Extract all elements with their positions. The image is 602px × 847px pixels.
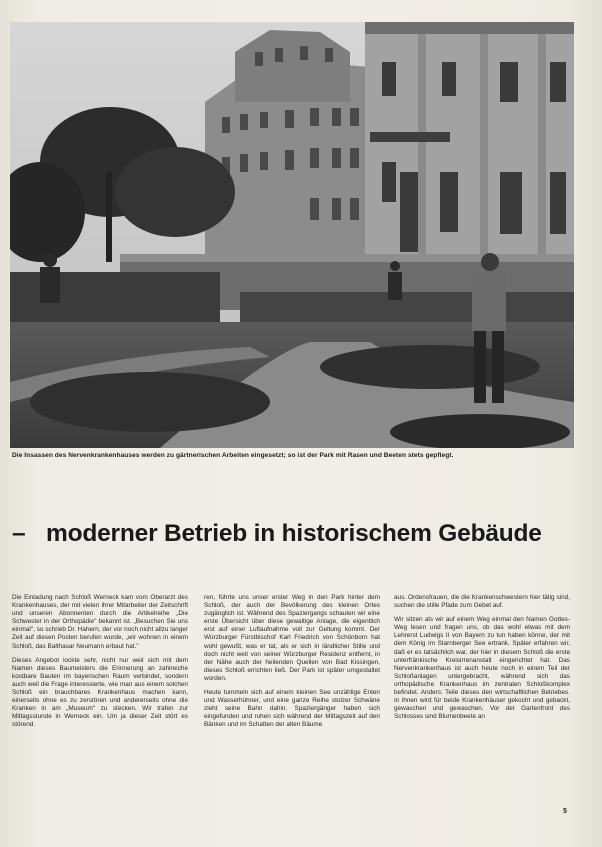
paragraph: Heute tummeln sich auf einem kleinen See unzählige Enten und Wasserhühner, und eine ganze Reihe stolzer Schwäne zieht seine Bahn dahin. Spaziergänger haben sich eingefunden und ruhen sich während der Mittagszeit auf den Bänken und im Schatten der alten Bäume xyxy=(204,689,380,729)
paragraph: Wir sitzen als wir auf einem Weg einmal den Namen Gottes-Weg lesen und fragen uns, ob das wohl etwas mit dem Lehrerst Ludwigs II von Bayern zu tun haben könne, der mit dem König im Starnberger See ertrank. Später erfahren wir, daß er es tatsächlich war, der hier in diesem Schloß die erste unterfränkische Kreisirrenanstalt eingerichtet hat. Das Nervenkrankenhaus ist auch heute noch in einem Teil der Schloßanlagen untergebracht, während sich das orthopädische Krankenhaus im zentralen Schloßkomplex befindet. Anders: Teile dieses den wirtschaftlichen Betriebes. In ihnen wird für beide Krankenhäuser gekocht und gebackt, gewaschen und gewaschen. Vor der Gartenfront des Schlosses sind Blumenbeete an xyxy=(394,616,570,721)
headline-dash: – xyxy=(12,520,26,547)
photo-caption: Die Insassen des Nervenkrankenhauses werden zu gärtnerischen Arbeiten eingesetzt; so ist der Park mit Rasen und Beeten stets gepflegt. xyxy=(12,452,454,459)
paragraph: aus. Ordensfrauen, die die Krankenschwestern hier tätig sind, suchen die stille Pfade zum Gebet auf. xyxy=(394,594,570,610)
paragraph: Dieses Angebot lockte sehr, nicht nur weil sich mit dem Namen dieses Baumeisters die Erinnerung an zahlreiche kostbare Bauten im bayerischen Raum verbindet, sondern auch weil die Frage interessierte, wie man aus einem solchen Schloß ein brauchbares Krankenhaus machen kann, einerseits ohne es zu zerstören und andererseits ohne die Kranken in am „Museum" zu stecken. Wir trafen zur Mittagsstunde in Werneck ein. Um ja dieser Zeit stört es störend. xyxy=(12,656,188,729)
headline-text: moderner Betrieb in historischem Gebäude xyxy=(46,520,542,547)
castle-park-photo xyxy=(10,22,574,448)
paragraph: ren, führte uns unser erster Weg in den Park hinter dem Schloß, der auch der Bevölkerung des kleinen Ortes zugänglich ist. Während des Spaziergangs schauten wir eine erste Übersicht über diese gewaltige Anlage, die eigentlich erst auf einer Luftaufnahme voll zur Geltung kommt. Der Würzburger Fürstbischof Karl Friedrich von Schönborn hat wohl gewußt, was er tat, als er sich in ländlicher Stille und doch nicht weit von seiner Würzburger Residenz entfernt, in der Nähe auch der heilenden Quellen von Bad Kissingen, dieses Schloß errichten ließ. Der Park ist später umgestaltet worden. xyxy=(204,594,380,682)
text-column-1 xyxy=(12,594,188,736)
text-column-2 xyxy=(204,594,380,736)
article-headline xyxy=(12,520,578,548)
paragraph: Die Einladung nach Schloß Werneck kam vom Oberarzt des Krankenhauses, der mit vielen ihrer Mitarbeiter der Zeitschrift und unseren Abonnenten durch die Artikelreihe „Die Schwester in der Orthopädie" bekannt ist. „Besuchen Sie uns einmal", so schrieb Dr. Hahern, der vor noch nicht allzu langer Zeit auf diesen Posten berufen wurde, „wir wohnen in einem Schloß, das Balthasar Neumann erbaut hat." xyxy=(12,594,188,650)
page-number: 5 xyxy=(563,808,567,815)
text-column-3 xyxy=(394,594,570,727)
